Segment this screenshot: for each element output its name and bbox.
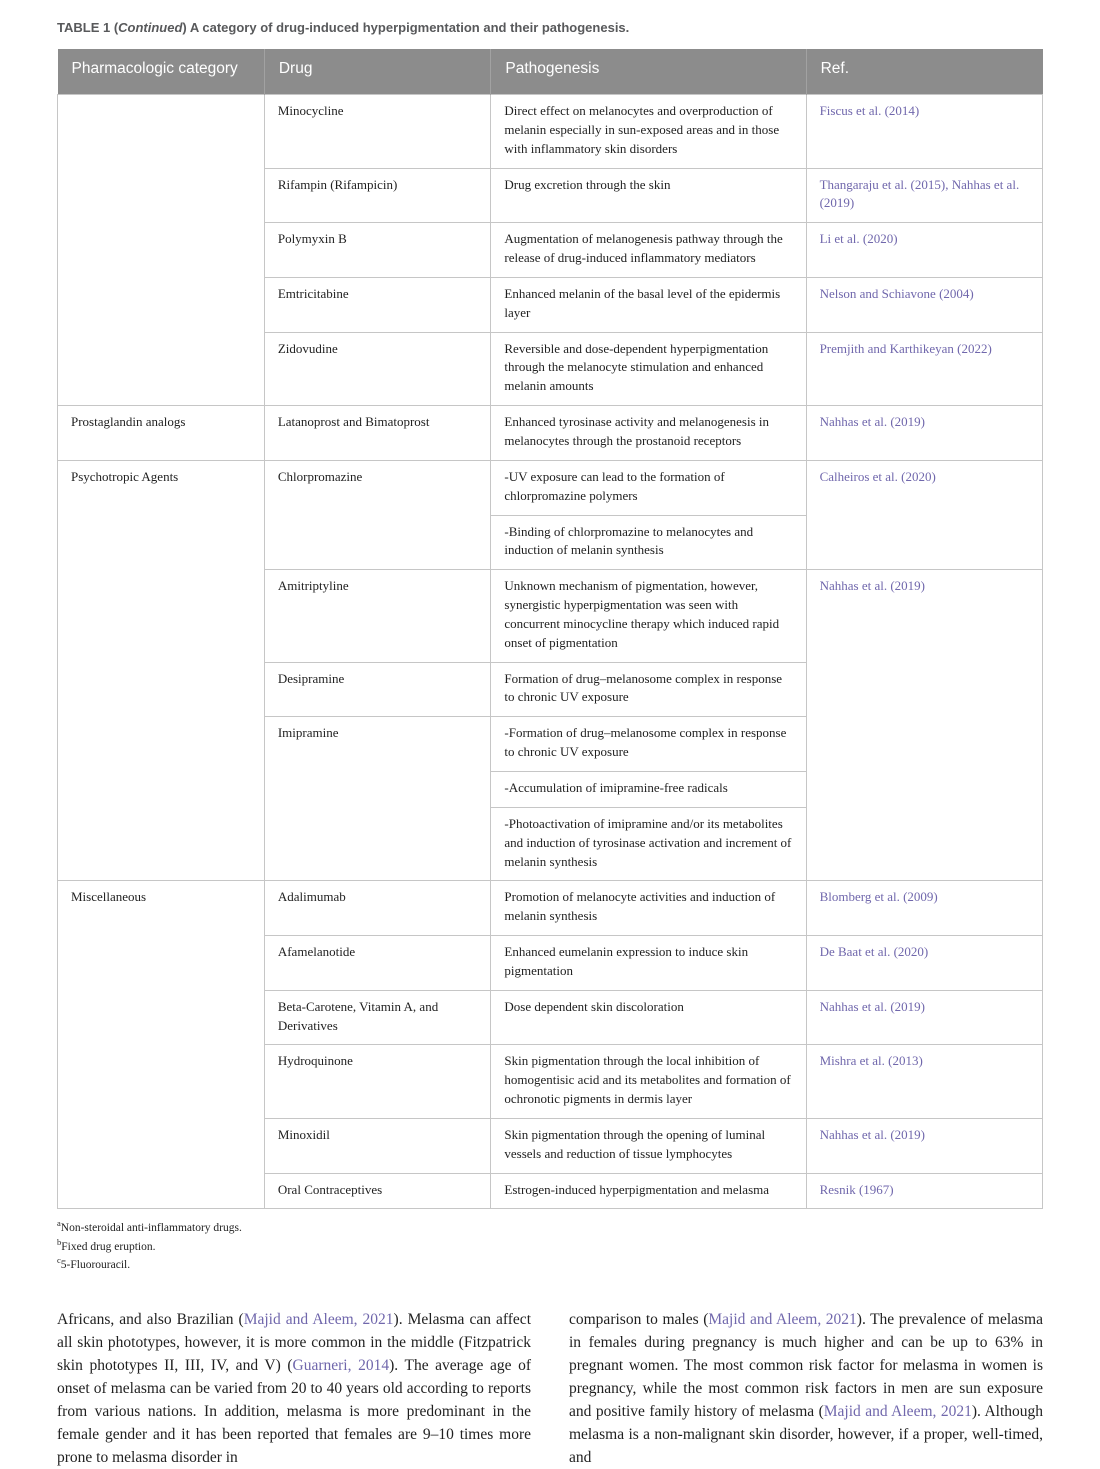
cell-ref[interactable]: Li et al. (2020) [806, 223, 1042, 278]
cell-pathogenesis: Enhanced melanin of the basal level of the epidermis layer [491, 277, 806, 332]
cell-pathogenesis: Skin pigmentation through the opening of luminal vessels and reduction of tissue lymphocytes [491, 1118, 806, 1173]
citation-link[interactable]: Majid and Aleem, 2021 [243, 1310, 394, 1328]
cell-category: Psychotropic Agents [58, 460, 265, 881]
cell-drug: Desipramine [264, 662, 491, 717]
cell-drug: Hydroquinone [264, 1045, 491, 1119]
cell-ref[interactable]: Mishra et al. (2013) [806, 1045, 1042, 1119]
citation-link[interactable]: Majid and Aleem, 2021 [823, 1402, 972, 1420]
cell-pathogenesis: Enhanced eumelanin expression to induce skin pigmentation [491, 936, 806, 991]
cell-pathogenesis: -Photoactivation of imipramine and/or its metabolites and induction of tyrosinase activation and increment of melanin synthesis [491, 807, 806, 881]
column-header-pharmacologic-category: Pharmacologic category [58, 49, 265, 95]
cell-pathogenesis: Reversible and dose-dependent hyperpigmentation through the melanocyte stimulation and enhanced melanin amounts [491, 332, 806, 406]
text-segment: ). The prevalence of melasma in females during pregnancy is much higher and can be up to 63% in pregnant women. The most common risk factor for melasma in women is pregnancy, while the most common risk factors in men are sun exposure and positive family history of melasma ( [569, 1310, 1043, 1420]
cell-ref[interactable]: Blomberg et al. (2009) [806, 881, 1042, 936]
cell-pathogenesis: Formation of drug–melanosome complex in response to chronic UV exposure [491, 662, 806, 717]
cell-drug: Latanoprost and Bimatoprost [264, 406, 491, 461]
table-header-row [58, 49, 1043, 95]
cell-pathogenesis: -Formation of drug–melanosome complex in response to chronic UV exposure [491, 717, 806, 772]
cell-pathogenesis: Dose dependent skin discoloration [491, 990, 806, 1045]
footnote-text: Fixed drug eruption. [61, 1240, 156, 1253]
table-caption [57, 20, 1043, 37]
text-column-right [569, 1308, 1043, 1469]
citation-link[interactable]: Guarneri, 2014 [292, 1356, 390, 1374]
cell-drug: Afamelanotide [264, 936, 491, 991]
cell-ref[interactable]: Calheiros et al. (2020) [806, 460, 1042, 569]
table-row [58, 95, 1043, 169]
footnote [57, 1256, 1043, 1274]
text-segment: ) A category of drug-induced hyperpigmentation and their pathogenesis. [182, 20, 630, 35]
cell-category [58, 95, 265, 406]
footnote-marker: b [57, 1237, 62, 1248]
drug-hyperpigmentation-table [57, 49, 1043, 1210]
cell-ref[interactable]: Fiscus et al. (2014) [806, 95, 1042, 169]
footnote-marker: a [57, 1218, 61, 1229]
column-header-drug: Drug [264, 49, 491, 95]
text-segment: comparison to males ( [569, 1310, 709, 1328]
footnote-text: Non-steroidal anti-inflammatory drugs. [60, 1222, 242, 1235]
cell-drug: Oral Contraceptives [264, 1173, 491, 1209]
cell-drug: Rifampin (Rifampicin) [264, 168, 491, 223]
cell-drug: Beta-Carotene, Vitamin A, and Derivatives [264, 990, 491, 1045]
footnote-text: 5-Fluorouracil. [60, 1259, 131, 1272]
cell-pathogenesis: -Accumulation of imipramine-free radicals [491, 771, 806, 807]
table-body [58, 95, 1043, 1209]
cell-pathogenesis: Estrogen-induced hyperpigmentation and melasma [491, 1173, 806, 1209]
text-segment: ). The average age of onset of melasma can be varied from 20 to 40 years old according to reports from various nations. In addition, melasma is more predominant in the female gender and it has been reported that females are 9–10 times more prone to melasma disorder in [57, 1356, 531, 1466]
table-footnotes [57, 1219, 1043, 1274]
cell-drug: Zidovudine [264, 332, 491, 406]
cell-drug: Amitriptyline [264, 570, 491, 662]
cell-ref[interactable]: Nahhas et al. (2019) [806, 1118, 1042, 1173]
text-segment: Continued [118, 20, 183, 35]
cell-drug: Minoxidil [264, 1118, 491, 1173]
footnote [57, 1219, 1043, 1237]
cell-ref[interactable]: Nahhas et al. (2019) [806, 570, 1042, 881]
cell-category: Miscellaneous [58, 881, 265, 1209]
cell-pathogenesis: Skin pigmentation through the local inhibition of homogentisic acid and its metabolites and formation of ochronotic pigments in dermis layer [491, 1045, 806, 1119]
cell-ref[interactable]: Resnik (1967) [806, 1173, 1042, 1209]
table-row [58, 460, 1043, 515]
text-segment: Africans, and also Brazilian ( [57, 1310, 244, 1328]
cell-ref[interactable]: De Baat et al. (2020) [806, 936, 1042, 991]
text-segment: ). Melasma can affect all skin phototypes, however, it is more common in the middle (Fitzpatrick skin phototypes II, III, IV, and V) ( [57, 1310, 531, 1374]
column-header-ref: Ref. [806, 49, 1042, 95]
cell-category: Prostaglandin analogs [58, 406, 265, 461]
cell-ref[interactable]: Premjith and Karthikeyan (2022) [806, 332, 1042, 406]
cell-drug: Polymyxin B [264, 223, 491, 278]
table-row [58, 881, 1043, 936]
cell-ref[interactable]: Nahhas et al. (2019) [806, 990, 1042, 1045]
cell-drug: Chlorpromazine [264, 460, 491, 569]
cell-ref[interactable]: Nahhas et al. (2019) [806, 406, 1042, 461]
cell-ref[interactable]: Nelson and Schiavone (2004) [806, 277, 1042, 332]
cell-drug: Minocycline [264, 95, 491, 169]
cell-pathogenesis: Enhanced tyrosinase activity and melanogenesis in melanocytes through the prostanoid receptors [491, 406, 806, 461]
cell-drug: Imipramine [264, 717, 491, 881]
citation-link[interactable]: Majid and Aleem, 2021 [708, 1310, 857, 1328]
cell-ref[interactable]: Thangaraju et al. (2015), Nahhas et al. (2019) [806, 168, 1042, 223]
footnote-marker: c [57, 1255, 61, 1266]
cell-pathogenesis: -UV exposure can lead to the formation of chlorpromazine polymers [491, 460, 806, 515]
table-row [58, 406, 1043, 461]
column-header-pathogenesis: Pathogenesis [491, 49, 806, 95]
cell-pathogenesis: Augmentation of melanogenesis pathway through the release of drug-induced inflammatory mediators [491, 223, 806, 278]
cell-pathogenesis: Direct effect on melanocytes and overproduction of melanin especially in sun-exposed areas and in those with inflammatory skin disorders [491, 95, 806, 169]
text-segment: TABLE 1 ( [57, 20, 119, 35]
cell-pathogenesis: Promotion of melanocyte activities and induction of melanin synthesis [491, 881, 806, 936]
cell-pathogenesis: Unknown mechanism of pigmentation, however, synergistic hyperpigmentation was seen with concurrent minocycline therapy which induced rapid onset of pigmentation [491, 570, 806, 662]
cell-drug: Emtricitabine [264, 277, 491, 332]
cell-pathogenesis: -Binding of chlorpromazine to melanocytes and induction of melanin synthesis [491, 515, 806, 570]
table-head [58, 49, 1043, 95]
article-body-text [57, 1308, 1043, 1469]
footnote [57, 1238, 1043, 1256]
cell-pathogenesis: Drug excretion through the skin [491, 168, 806, 223]
text-segment: ). Although melasma is a non-malignant skin disorder, however, if a proper, well-timed, and [569, 1402, 1044, 1466]
text-column-left [57, 1308, 531, 1469]
cell-drug: Adalimumab [264, 881, 491, 936]
